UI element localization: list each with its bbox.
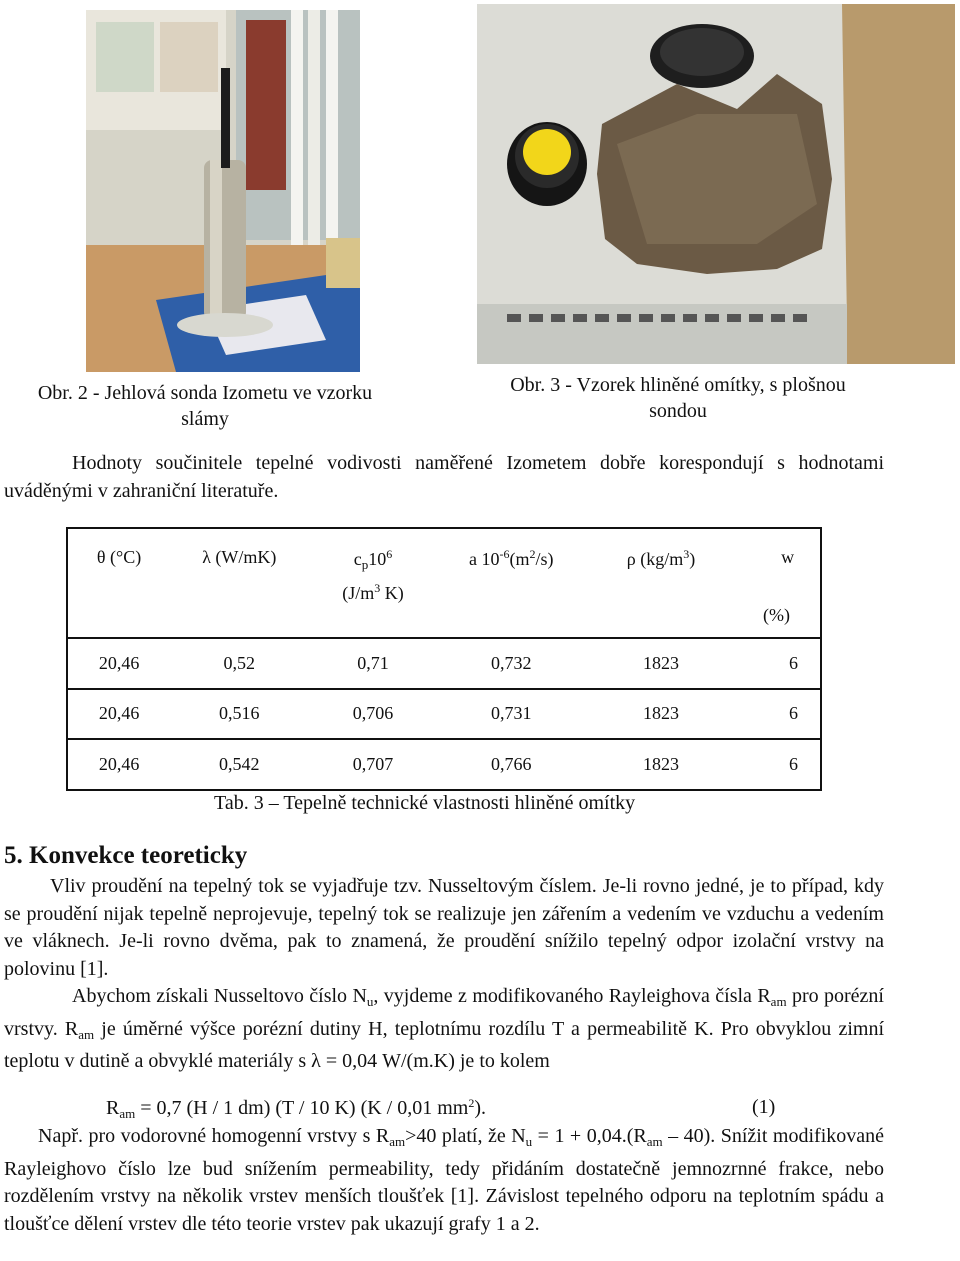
header-w-text: w [781, 547, 795, 567]
p3-sub-2: u [525, 1134, 533, 1149]
table-cell: 6 [737, 689, 821, 740]
header-theta [67, 528, 170, 638]
table-row [67, 739, 821, 790]
a-unit-b: /s) [535, 549, 554, 569]
a-exp: -6 [499, 547, 510, 561]
rho-b: ) [689, 549, 696, 569]
header-cp-text [308, 547, 437, 573]
equation-number: (1) [752, 1096, 776, 1118]
paragraph-reduction [4, 1123, 884, 1238]
p2-sub-2: am [770, 994, 787, 1009]
cp-unit-a: (J/m [342, 583, 375, 603]
figure-2-caption: Obr. 2 - Jehlová sonda Izometu ve vzorku slámy [37, 382, 373, 430]
p3-sub-1: am [389, 1134, 406, 1149]
thermal-properties-table [66, 527, 822, 791]
a-unit-exp: 2 [529, 547, 536, 561]
photo-clay-plaster-sample [477, 4, 955, 364]
a-unit-a: (m [509, 549, 530, 569]
table-row [67, 689, 821, 740]
table-cell: 0,731 [438, 689, 585, 740]
table-cell: 6 [737, 739, 821, 790]
table-cell: 1823 [585, 638, 737, 689]
p2-text-1: Abychom získali Nusseltovo číslo N [72, 985, 367, 1007]
cp-unit-b: K) [380, 583, 404, 603]
eq-rhs: = 0,7 (H / 1 dm) (T / 10 K) (K / 0,01 mm [135, 1097, 469, 1119]
paragraph-rayleigh [4, 983, 884, 1076]
header-cp-unit [308, 581, 437, 604]
p3-text-4: – 40). Snížit modifikované Rayleighovo číslo lze bud snížením permeability, tedy přidáním dostatečně jemnozrnné frakce, nebo rozdělením vrstvy na několik vrstev menších tloušťek [1]. Závislost tepelného odporu na teplotním spádu a tloušťce dělení vrstev dle této teorie vrstev pak ukazují grafy 1 a 2. [4, 1125, 885, 1235]
eq-rhs-exp: 2 [468, 1096, 475, 1110]
header-rho-text [585, 547, 737, 570]
header-cp [308, 528, 437, 638]
table-cell: 20,46 [67, 638, 170, 689]
table-cell: 0,71 [308, 638, 437, 689]
rho-exp: 3 [683, 547, 690, 561]
figure-3-caption: Obr. 3 - Vzorek hliněné omítky, s plošnou sondou [510, 374, 846, 422]
p2-text-3: pro porézní vrstvy. R [4, 985, 884, 1040]
table-cell: 0,732 [438, 638, 585, 689]
p2-text-2: , vyjdeme z modifikovaného Rayleighova čísla R [373, 985, 771, 1007]
table-header-row [67, 528, 821, 638]
header-w-unit: (%) [763, 605, 790, 625]
p3-text-1: Např. pro vodorovné homogenní vrstvy s R [38, 1125, 390, 1147]
table-caption: Tab. 3 – Tepelně technické vlastnosti hliněné omítky [214, 792, 636, 814]
header-w [737, 528, 821, 638]
paragraph-nusselt: Vliv proudění na tepelný tok se vyjadřuje tzv. Nusseltovým číslem. Je-li rovno jedné, je to případ, kdy se proudění nijak tepelně neprojevuje, tepelný tok se realizuje jen zářením a vedením ve vzduchu a vedením ve vláknech. Je-li rovno dvěma, pak to znamená, že proudění snížilo tepelný odpor izolační vrstvy na polovinu [1]. [4, 875, 884, 980]
table-cell: 1823 [585, 689, 737, 740]
p2-sub-3: am [78, 1026, 95, 1042]
header-theta-text: θ (°C) [96, 547, 142, 567]
p3-text-2: >40 platí, že N [405, 1125, 526, 1147]
table-cell: 0,766 [438, 739, 585, 790]
header-rho [585, 528, 737, 638]
table-cell: 1823 [585, 739, 737, 790]
eq-rhs-end: ). [474, 1097, 487, 1119]
header-lambda [170, 528, 308, 638]
p2-sub-1: u [366, 994, 374, 1009]
intro-paragraph: Hodnoty součinitele tepelné vodivosti naměřené Izometem dobře korespondují s hodnotami uváděnými v zahraniční literatuře. [4, 452, 884, 502]
header-a-text [438, 547, 585, 570]
header-lambda-text: λ (W/mK) [202, 547, 277, 567]
table-cell: 6 [737, 638, 821, 689]
table-cell: 0,52 [170, 638, 308, 689]
table-cell: 20,46 [67, 739, 170, 790]
table-row [67, 638, 821, 689]
section-heading: 5. Konvekce teoreticky [4, 842, 248, 869]
table-cell: 0,542 [170, 739, 308, 790]
p3-text-3: = 1 + 0,04.(R [532, 1125, 647, 1147]
eq-lhs-sub: am [119, 1106, 136, 1121]
p3-sub-3: am [646, 1134, 663, 1149]
cp-sub: p [361, 557, 369, 572]
header-a [438, 528, 585, 638]
p2-text-4: je úměrné výšce porézní dutiny H, teplotnímu rozdílu T a permeabilitě K. Pro obvyklou zimní teplotu v dutině a obvyklé materiály s λ = 0,04 W/(m.K) je to kolem [4, 1017, 885, 1072]
cp-base: c [353, 549, 362, 569]
cp-unit-exp: 3 [374, 581, 381, 595]
table-cell: 20,46 [67, 689, 170, 740]
rho-a: ρ (kg/m [626, 549, 684, 569]
table-cell: 0,706 [308, 689, 437, 740]
equation-1 [106, 1096, 786, 1122]
a-base: a 10 [469, 549, 500, 569]
table-cell: 0,516 [170, 689, 308, 740]
cp-exp: 6 [386, 547, 393, 561]
eq-lhs: R [106, 1097, 120, 1119]
table-cell: 0,707 [308, 739, 437, 790]
photo-needle-probe [86, 10, 360, 372]
cp-mid: 10 [368, 549, 387, 569]
